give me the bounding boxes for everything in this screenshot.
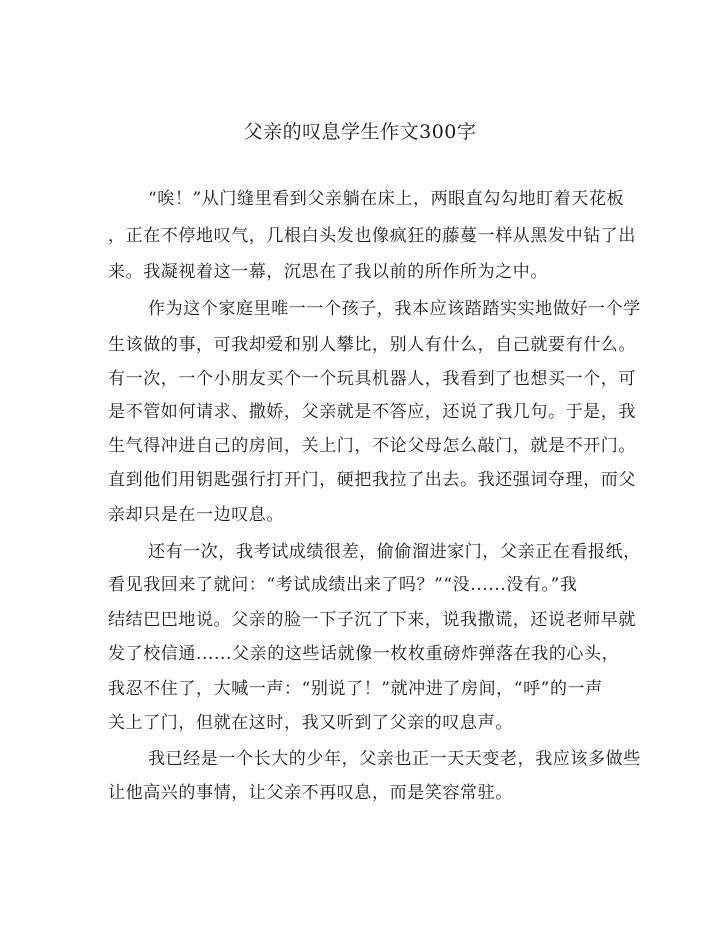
text-line: 生该做的事，可我却爱和别人攀比，别人有什么，自己就要有什么。 [108,335,636,355]
text-line: 让他高兴的事情，让父亲不再叹息，而是笑容常驻。 [108,783,513,803]
text-line: 生气得冲进自己的房间，关上门，不论父母怎么敲门，就是不开门。 [108,436,636,456]
text-line: 我忍不住了，大喊一声：“别说了！”就冲进了房间，“呼”的一声 [108,679,603,699]
text-line: 关上了门，但就在这时，我又听到了父亲的叹息声。 [108,713,513,733]
text-line: 是不管如何请求、撒娇，父亲就是不答应，还说了我几句。于是，我 [108,402,636,422]
text-line: 结结巴巴地说。父亲的脸一下子沉了下来，说我撒谎，还说老师早就 [108,610,636,630]
text-line: 看见我回来了就问：“考试成绩出来了吗？”“没......没有。”我 [108,575,578,595]
text-line: 直到他们用钥匙强行打开门，硬把我拉了出去。我还强词夺理，而父 [108,470,636,490]
text-line: 还有一次，我考试成绩很差，偷偷溜进家门，父亲正在看报纸， [148,542,641,562]
document-title: 父亲的叹息学生作文300字 [243,121,477,143]
text-line: ，正在不停地叹气，几根白头发也像疯狂的藤蔓一样从黑发中钻了出 [108,226,636,246]
text-line: 亲却只是在一边叹息。 [108,505,284,525]
text-line: 有一次，一个小朋友买个一个玩具机器人，我看到了也想买一个，可 [108,369,636,389]
text-line: 发了校信通......父亲的这些话就像一枚枚重磅炸弹落在我的心头， [108,644,620,664]
text-line: “唉！”从门缝里看到父亲躺在床上，两眼直勾勾地盯着天花板 [148,189,625,209]
text-line: 来。我凝视着这一幕，沉思在了我以前的所作所为之中。 [108,262,548,282]
text-line: 作为这个家庭里唯一一个孩子，我本应该踏踏实实地做好一个学 [148,299,641,319]
text-line: 我已经是一个长大的少年，父亲也正一天天变老，我应该多做些 [148,749,641,769]
